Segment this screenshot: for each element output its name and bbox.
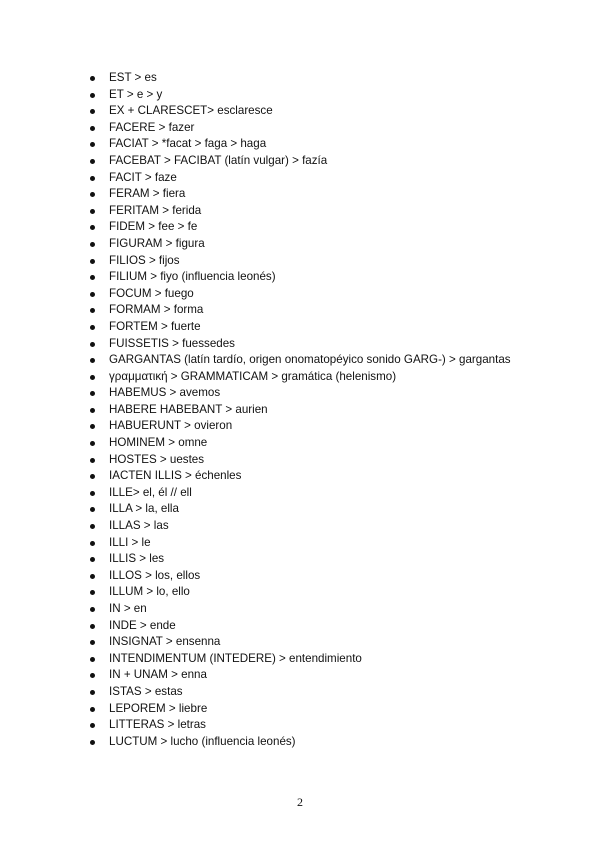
bullet-icon xyxy=(90,690,95,695)
list-item xyxy=(88,684,530,701)
bullet-icon xyxy=(90,408,95,413)
list-item xyxy=(88,402,530,419)
list-item-text: EST > es xyxy=(109,71,157,84)
bullet-icon xyxy=(90,424,95,429)
list-item xyxy=(88,352,530,369)
list-item-text: ET > e > y xyxy=(109,87,163,101)
list-item xyxy=(88,501,530,518)
list-item-text: INTENDIMENTUM (INTEDERE) > entendimiento xyxy=(109,651,362,665)
bullet-icon xyxy=(90,474,95,479)
bullet-icon xyxy=(90,624,95,629)
list-item xyxy=(88,385,530,402)
bullet-icon xyxy=(90,325,95,330)
list-item-text: FILIOS > fijos xyxy=(109,253,180,267)
list-item-text: ILLOS > los, ellos xyxy=(109,568,201,582)
list-item xyxy=(88,153,530,170)
list-item-text: LUCTUM > lucho (influencia leonés) xyxy=(109,734,296,748)
list-item-text: HOMINEM > omne xyxy=(109,436,208,450)
list-item-text: IN > en xyxy=(109,602,147,615)
bullet-icon xyxy=(90,557,95,562)
list-item-text: GARGANTAS (latín tardío, origen onomatopéyico sonido GARG-) > gargantas xyxy=(109,353,511,367)
list-item xyxy=(88,485,530,502)
list-item-text: ILLA > la, ella xyxy=(109,502,179,516)
list-item xyxy=(88,302,530,319)
bullet-icon xyxy=(90,441,95,446)
list-item xyxy=(88,369,530,386)
list-item xyxy=(88,535,530,552)
list-item-text: FORTEM > fuerte xyxy=(109,319,201,333)
list-item-text: FERITAM > ferida xyxy=(109,203,202,217)
list-item-text: ISTAS > estas xyxy=(109,684,183,698)
list-item xyxy=(88,236,530,253)
list-item-text: FERAM > fiera xyxy=(109,187,186,201)
list-item xyxy=(88,336,530,353)
list-item-text: γραμματική > GRAMMATICAM > gramática (helenismo) xyxy=(109,369,397,383)
bullet-icon xyxy=(90,93,95,98)
bullet-icon xyxy=(90,391,95,396)
list-item xyxy=(88,186,530,203)
list-item-text: LITTERAS > letras xyxy=(109,718,206,732)
list-item xyxy=(88,435,530,452)
bullet-icon xyxy=(90,491,95,496)
list-item xyxy=(88,269,530,286)
list-item-text: HOSTES > uestes xyxy=(109,452,205,466)
page-number: 2 xyxy=(297,795,303,809)
bullet-icon xyxy=(90,375,95,380)
list-item-text: INDE > ende xyxy=(109,618,176,632)
list-item xyxy=(88,468,530,485)
list-item-text: LEPOREM > liebre xyxy=(109,701,208,715)
list-item xyxy=(88,667,530,684)
list-item xyxy=(88,286,530,303)
list-item-text: HABEMUS > avemos xyxy=(109,386,221,400)
list-item xyxy=(88,518,530,535)
list-item-text: ILLAS > las xyxy=(109,519,169,533)
bullet-icon xyxy=(90,242,95,247)
bullet-icon xyxy=(90,574,95,579)
list-item-text: ILLI > le xyxy=(109,535,151,549)
list-item-text: FIDEM > fee > fe xyxy=(109,220,198,234)
list-item-text: FUISSETIS > fuessedes xyxy=(109,336,235,350)
bullet-icon xyxy=(90,524,95,529)
list-item xyxy=(88,651,530,668)
list-item-text: ILLUM > lo, ello xyxy=(109,585,190,599)
bullet-icon xyxy=(90,142,95,147)
bullet-icon xyxy=(90,507,95,512)
list-item xyxy=(88,120,530,137)
etymology-list xyxy=(88,70,530,750)
list-item xyxy=(88,418,530,435)
list-item xyxy=(88,551,530,568)
list-item xyxy=(88,452,530,469)
list-item xyxy=(88,601,530,618)
bullet-icon xyxy=(90,159,95,164)
bullet-icon xyxy=(90,673,95,678)
list-item-text: FIGURAM > figura xyxy=(109,236,205,250)
bullet-icon xyxy=(90,657,95,662)
bullet-icon xyxy=(90,590,95,595)
list-item xyxy=(88,734,530,751)
list-item-text: FACIAT > *facat > faga > haga xyxy=(109,137,267,151)
bullet-icon xyxy=(90,225,95,230)
list-item xyxy=(88,70,530,87)
bullet-icon xyxy=(90,607,95,612)
list-item-text: HABUERUNT > ovieron xyxy=(109,419,233,433)
list-item xyxy=(88,253,530,270)
bullet-icon xyxy=(90,275,95,280)
list-item-text: EX + CLARESCET> esclaresce xyxy=(109,104,273,118)
bullet-icon xyxy=(90,458,95,463)
bullet-icon xyxy=(90,176,95,181)
list-item-text: ILLE> el, él // ell xyxy=(109,485,192,499)
list-item-text: FOCUM > fuego xyxy=(109,286,194,300)
list-item-text: ILLIS > les xyxy=(109,552,165,566)
list-item-text: HABERE HABEBANT > aurien xyxy=(109,402,268,416)
bullet-icon xyxy=(90,192,95,197)
bullet-icon xyxy=(90,541,95,546)
bullet-icon xyxy=(90,740,95,745)
bullet-icon xyxy=(90,209,95,214)
list-item xyxy=(88,103,530,120)
list-item xyxy=(88,584,530,601)
list-item xyxy=(88,618,530,635)
list-item-text: FACIT > faze xyxy=(109,170,177,184)
list-item-text: FACEBAT > FACIBAT (latín vulgar) > fazía xyxy=(109,153,328,167)
list-item xyxy=(88,170,530,187)
list-item xyxy=(88,87,530,104)
list-item xyxy=(88,319,530,336)
bullet-icon xyxy=(90,308,95,313)
list-item xyxy=(88,634,530,651)
list-item-text: FACERE > fazer xyxy=(109,120,195,134)
bullet-icon xyxy=(90,126,95,131)
bullet-icon xyxy=(90,723,95,728)
list-item xyxy=(88,568,530,585)
list-item-text: IACTEN ILLIS > échenles xyxy=(109,469,242,483)
list-item-text: FORMAM > forma xyxy=(109,303,204,317)
list-item xyxy=(88,203,530,220)
list-item xyxy=(88,701,530,718)
list-item-text: IN + UNAM > enna xyxy=(109,668,207,682)
list-item xyxy=(88,136,530,153)
list-item-text: INSIGNAT > ensenna xyxy=(109,635,221,649)
list-item-text: FILIUM > fiyo (influencia leonés) xyxy=(109,270,276,284)
bullet-icon xyxy=(90,342,95,347)
list-item xyxy=(88,219,530,236)
bullet-icon xyxy=(90,109,95,114)
bullet-icon xyxy=(90,292,95,297)
bullet-icon xyxy=(90,707,95,712)
bullet-icon xyxy=(90,358,95,363)
bullet-icon xyxy=(90,259,95,264)
bullet-icon xyxy=(90,76,95,81)
list-item xyxy=(88,717,530,734)
bullet-icon xyxy=(90,640,95,645)
